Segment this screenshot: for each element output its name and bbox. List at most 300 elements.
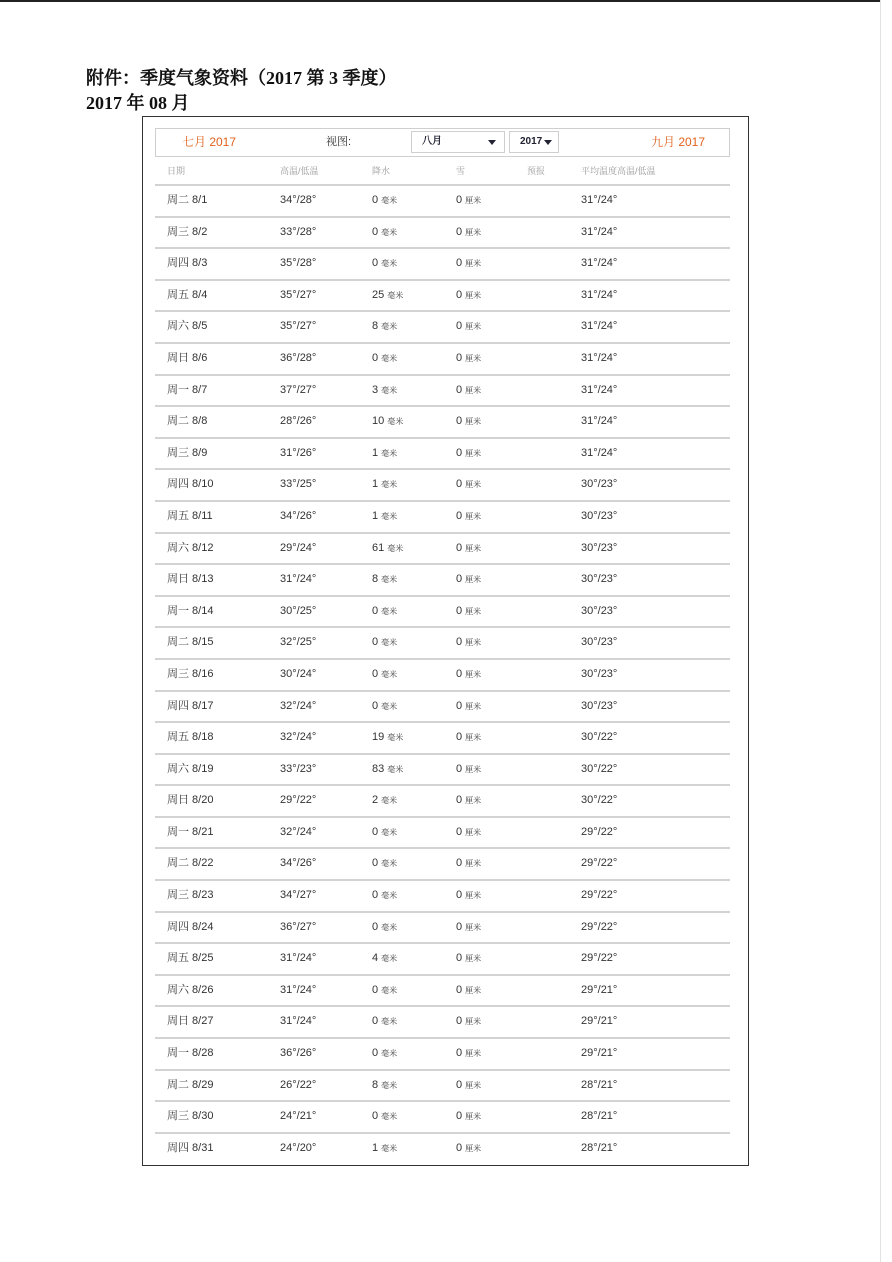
snow-value: 0 bbox=[456, 636, 463, 649]
cell-temp: 31°/24° bbox=[280, 983, 317, 996]
snow-unit: 厘米 bbox=[465, 796, 482, 806]
prev-month-link[interactable]: 七月 2017 bbox=[182, 135, 237, 149]
cell-temp: 32°/24° bbox=[280, 699, 317, 712]
precip-value: 2 bbox=[372, 794, 379, 807]
cell-precip bbox=[372, 976, 397, 1006]
precip-unit: 毫米 bbox=[381, 985, 398, 995]
cell-temp: 29°/22° bbox=[280, 794, 317, 807]
cell-date: 周五 8/25 bbox=[167, 952, 214, 965]
precip-unit: 毫米 bbox=[381, 1112, 398, 1122]
cell-temp: 34°/27° bbox=[280, 889, 317, 902]
cell-snow bbox=[456, 344, 481, 374]
cell-avg: 30°/23° bbox=[581, 667, 618, 680]
precip-value: 0 bbox=[372, 636, 379, 649]
top-rule bbox=[0, 0, 881, 2]
weather-calendar-panel bbox=[142, 116, 749, 1166]
precip-value: 0 bbox=[372, 1015, 379, 1028]
cell-date: 周四 8/24 bbox=[167, 920, 214, 933]
cell-temp: 36°/26° bbox=[280, 1047, 317, 1060]
cell-temp: 34°/28° bbox=[280, 194, 317, 206]
cell-date: 周二 8/8 bbox=[167, 415, 208, 428]
snow-unit: 厘米 bbox=[465, 701, 482, 711]
cell-date: 周六 8/12 bbox=[167, 541, 214, 554]
cell-date: 周二 8/29 bbox=[167, 1078, 214, 1091]
snow-value: 0 bbox=[456, 762, 463, 775]
column-header-avg: 平均温度高温/低温 bbox=[581, 166, 656, 176]
cell-avg: 31°/24° bbox=[581, 288, 618, 301]
cell-temp: 35°/28° bbox=[280, 257, 317, 270]
cell-snow bbox=[456, 1071, 481, 1101]
snow-value: 0 bbox=[456, 794, 463, 807]
cell-temp: 29°/24° bbox=[280, 541, 317, 554]
cell-avg: 31°/24° bbox=[581, 225, 618, 238]
cell-snow bbox=[456, 281, 481, 311]
cell-snow bbox=[456, 1134, 481, 1164]
table-row bbox=[155, 374, 730, 406]
table-row bbox=[155, 184, 730, 216]
snow-unit: 厘米 bbox=[465, 290, 482, 300]
precip-value: 1 bbox=[372, 1141, 379, 1154]
cell-temp: 30°/24° bbox=[280, 667, 317, 680]
table-body bbox=[155, 184, 730, 1163]
cell-date: 周六 8/26 bbox=[167, 983, 214, 996]
cell-date: 周二 8/15 bbox=[167, 636, 214, 649]
snow-value: 0 bbox=[456, 541, 463, 554]
precip-value: 4 bbox=[372, 952, 379, 965]
snow-value: 0 bbox=[456, 1015, 463, 1028]
precip-value: 1 bbox=[372, 446, 379, 459]
snow-value: 0 bbox=[456, 983, 463, 996]
cell-date: 周二 8/1 bbox=[167, 194, 208, 206]
snow-value: 0 bbox=[456, 1078, 463, 1091]
snow-unit: 厘米 bbox=[465, 448, 482, 458]
snow-value: 0 bbox=[456, 446, 463, 459]
cell-temp: 36°/27° bbox=[280, 920, 317, 933]
cell-avg: 29°/22° bbox=[581, 889, 618, 902]
snow-value: 0 bbox=[456, 509, 463, 522]
cell-temp: 35°/27° bbox=[280, 320, 317, 333]
precip-value: 61 bbox=[372, 541, 385, 554]
cell-date: 周六 8/5 bbox=[167, 320, 208, 333]
table-row bbox=[155, 532, 730, 564]
cell-snow bbox=[456, 944, 481, 974]
precip-value: 0 bbox=[372, 699, 379, 712]
snow-unit: 厘米 bbox=[465, 1049, 482, 1059]
snow-unit: 厘米 bbox=[465, 891, 482, 901]
year-select-value: 2017 bbox=[520, 136, 543, 147]
snow-unit: 厘米 bbox=[465, 196, 482, 205]
cell-avg: 31°/24° bbox=[581, 351, 618, 364]
table-header-row bbox=[155, 163, 730, 179]
cell-precip bbox=[372, 1071, 397, 1101]
table-row bbox=[155, 847, 730, 879]
cell-snow bbox=[456, 470, 481, 500]
precip-unit: 毫米 bbox=[381, 322, 398, 332]
precip-value: 0 bbox=[372, 257, 379, 270]
cell-snow bbox=[456, 407, 481, 437]
cell-snow bbox=[456, 723, 481, 753]
cell-date: 周三 8/23 bbox=[167, 889, 214, 902]
cell-temp: 33°/25° bbox=[280, 478, 317, 491]
snow-unit: 厘米 bbox=[465, 733, 482, 743]
cell-snow bbox=[456, 849, 481, 879]
cell-snow bbox=[456, 1039, 481, 1069]
precip-unit: 毫米 bbox=[387, 290, 404, 300]
cell-precip bbox=[372, 218, 397, 248]
precip-value: 0 bbox=[372, 194, 379, 206]
cell-avg: 30°/23° bbox=[581, 604, 618, 617]
cell-avg: 29°/21° bbox=[581, 983, 618, 996]
cell-avg: 29°/22° bbox=[581, 825, 618, 838]
table-row bbox=[155, 784, 730, 816]
snow-value: 0 bbox=[456, 383, 463, 396]
cell-temp: 34°/26° bbox=[280, 857, 317, 870]
cell-snow bbox=[456, 312, 481, 342]
cell-precip bbox=[372, 944, 397, 974]
cell-snow bbox=[456, 249, 481, 279]
cell-snow bbox=[456, 881, 481, 911]
cell-temp: 31°/24° bbox=[280, 1015, 317, 1028]
precip-value: 0 bbox=[372, 983, 379, 996]
cell-temp: 31°/26° bbox=[280, 446, 317, 459]
snow-unit: 厘米 bbox=[465, 1143, 482, 1153]
precip-unit: 毫米 bbox=[381, 922, 398, 932]
cell-snow bbox=[456, 186, 481, 216]
cell-precip bbox=[372, 881, 397, 911]
snow-unit: 厘米 bbox=[465, 638, 482, 648]
cell-avg: 30°/22° bbox=[581, 762, 618, 775]
cell-precip bbox=[372, 660, 397, 690]
snow-unit: 厘米 bbox=[465, 606, 482, 616]
cell-precip bbox=[372, 1039, 397, 1069]
precip-unit: 毫米 bbox=[381, 796, 398, 806]
cell-date: 周四 8/3 bbox=[167, 257, 208, 270]
column-header-temp: 高温/低温 bbox=[280, 166, 319, 176]
table-row bbox=[155, 1069, 730, 1101]
snow-value: 0 bbox=[456, 920, 463, 933]
table-row bbox=[155, 942, 730, 974]
cell-precip bbox=[372, 1007, 397, 1037]
precip-unit: 毫米 bbox=[381, 1143, 398, 1153]
precip-value: 0 bbox=[372, 920, 379, 933]
year-select[interactable] bbox=[509, 131, 559, 153]
cell-date: 周三 8/9 bbox=[167, 446, 208, 459]
cell-snow bbox=[456, 1102, 481, 1132]
snow-value: 0 bbox=[456, 1141, 463, 1154]
snow-value: 0 bbox=[456, 604, 463, 617]
snow-value: 0 bbox=[456, 478, 463, 491]
precip-value: 0 bbox=[372, 889, 379, 902]
table-row bbox=[155, 216, 730, 248]
precip-unit: 毫米 bbox=[381, 353, 398, 363]
precip-unit: 毫米 bbox=[381, 669, 398, 679]
table-row bbox=[155, 879, 730, 911]
precip-unit: 毫米 bbox=[381, 575, 398, 585]
table-row bbox=[155, 721, 730, 753]
precip-unit: 毫米 bbox=[381, 827, 398, 837]
table-row bbox=[155, 342, 730, 374]
table-row bbox=[155, 690, 730, 722]
precip-value: 83 bbox=[372, 762, 385, 775]
precip-value: 0 bbox=[372, 351, 379, 364]
cell-snow bbox=[456, 597, 481, 627]
precip-value: 1 bbox=[372, 509, 379, 522]
month-select[interactable] bbox=[411, 131, 505, 153]
table-row bbox=[155, 1100, 730, 1132]
snow-unit: 厘米 bbox=[465, 322, 482, 332]
cell-snow bbox=[456, 692, 481, 722]
cell-temp: 31°/24° bbox=[280, 573, 317, 586]
precip-value: 10 bbox=[372, 415, 385, 428]
cell-snow bbox=[456, 628, 481, 658]
table-row bbox=[155, 1037, 730, 1069]
cell-date: 周一 8/7 bbox=[167, 383, 208, 396]
cell-snow bbox=[456, 913, 481, 943]
snow-unit: 厘米 bbox=[465, 922, 482, 932]
precip-unit: 毫米 bbox=[381, 511, 398, 521]
cell-temp: 24°/20° bbox=[280, 1141, 317, 1154]
snow-unit: 厘米 bbox=[465, 227, 482, 237]
snow-value: 0 bbox=[456, 857, 463, 870]
cell-precip bbox=[372, 407, 403, 437]
table-row bbox=[155, 595, 730, 627]
cell-snow bbox=[456, 376, 481, 406]
cell-temp: 24°/21° bbox=[280, 1110, 317, 1123]
snow-unit: 厘米 bbox=[465, 1112, 482, 1122]
table-row bbox=[155, 563, 730, 595]
cell-temp: 32°/24° bbox=[280, 825, 317, 838]
cell-precip bbox=[372, 755, 403, 785]
snow-unit: 厘米 bbox=[465, 827, 482, 837]
precip-unit: 毫米 bbox=[381, 891, 398, 901]
cell-avg: 29°/21° bbox=[581, 1015, 618, 1028]
precip-unit: 毫米 bbox=[381, 448, 398, 458]
precip-unit: 毫米 bbox=[381, 701, 398, 711]
table-row bbox=[155, 626, 730, 658]
precip-unit: 毫米 bbox=[381, 859, 398, 869]
snow-value: 0 bbox=[456, 731, 463, 744]
cell-snow bbox=[456, 786, 481, 816]
cell-avg: 31°/24° bbox=[581, 194, 618, 206]
month-select-value: 八月 bbox=[422, 136, 442, 147]
precip-unit: 毫米 bbox=[381, 606, 398, 616]
precip-value: 0 bbox=[372, 825, 379, 838]
cell-date: 周三 8/16 bbox=[167, 667, 214, 680]
cell-avg: 30°/22° bbox=[581, 731, 618, 744]
cell-precip bbox=[372, 723, 403, 753]
cell-precip bbox=[372, 818, 397, 848]
snow-unit: 厘米 bbox=[465, 1080, 482, 1090]
cell-precip bbox=[372, 786, 397, 816]
cell-snow bbox=[456, 218, 481, 248]
cell-date: 周四 8/10 bbox=[167, 478, 214, 491]
precip-unit: 毫米 bbox=[387, 543, 404, 553]
table-row bbox=[155, 437, 730, 469]
column-header-forecast: 预报 bbox=[527, 166, 546, 176]
cell-precip bbox=[372, 439, 397, 469]
cell-date: 周日 8/13 bbox=[167, 573, 214, 586]
precip-unit: 毫米 bbox=[381, 480, 398, 490]
cell-snow bbox=[456, 660, 481, 690]
cell-temp: 36°/28° bbox=[280, 351, 317, 364]
cell-avg: 29°/22° bbox=[581, 952, 618, 965]
cell-precip bbox=[372, 628, 397, 658]
cell-temp: 26°/22° bbox=[280, 1078, 317, 1091]
cell-date: 周四 8/17 bbox=[167, 699, 214, 712]
cell-precip bbox=[372, 281, 403, 311]
month-navigation-bar bbox=[155, 128, 730, 157]
cell-snow bbox=[456, 502, 481, 532]
snow-unit: 厘米 bbox=[465, 385, 482, 395]
snow-unit: 厘米 bbox=[465, 669, 482, 679]
cell-snow bbox=[456, 565, 481, 595]
precip-value: 1 bbox=[372, 478, 379, 491]
precip-unit: 毫米 bbox=[381, 638, 398, 648]
precip-value: 8 bbox=[372, 573, 379, 586]
table-row bbox=[155, 468, 730, 500]
precip-value: 0 bbox=[372, 857, 379, 870]
cell-precip bbox=[372, 1134, 397, 1164]
cell-snow bbox=[456, 439, 481, 469]
snow-value: 0 bbox=[456, 194, 463, 206]
precip-unit: 毫米 bbox=[381, 954, 398, 964]
view-label: 视图: bbox=[326, 136, 352, 148]
cell-avg: 30°/23° bbox=[581, 509, 618, 522]
snow-unit: 厘米 bbox=[465, 575, 482, 585]
right-margin-rule bbox=[880, 0, 881, 1262]
table-row bbox=[155, 658, 730, 690]
snow-unit: 厘米 bbox=[465, 353, 482, 363]
snow-value: 0 bbox=[456, 225, 463, 238]
precip-value: 0 bbox=[372, 667, 379, 680]
cell-avg: 30°/23° bbox=[581, 573, 618, 586]
snow-value: 0 bbox=[456, 1047, 463, 1060]
precip-value: 0 bbox=[372, 1047, 379, 1060]
cell-date: 周五 8/18 bbox=[167, 731, 214, 744]
table-row bbox=[155, 279, 730, 311]
table-row bbox=[155, 816, 730, 848]
cell-date: 周日 8/27 bbox=[167, 1015, 214, 1028]
cell-date: 周日 8/20 bbox=[167, 794, 214, 807]
precip-value: 0 bbox=[372, 1110, 379, 1123]
snow-value: 0 bbox=[456, 1110, 463, 1123]
snow-value: 0 bbox=[456, 288, 463, 301]
cell-temp: 32°/24° bbox=[280, 731, 317, 744]
cell-date: 周二 8/22 bbox=[167, 857, 214, 870]
snow-value: 0 bbox=[456, 257, 463, 270]
cell-temp: 37°/27° bbox=[280, 383, 317, 396]
snow-unit: 厘米 bbox=[465, 859, 482, 869]
precip-value: 19 bbox=[372, 731, 385, 744]
snow-unit: 厘米 bbox=[465, 417, 482, 427]
precip-unit: 毫米 bbox=[381, 1017, 398, 1027]
column-header-snow: 雪 bbox=[456, 166, 466, 176]
table-row bbox=[155, 1005, 730, 1037]
precip-value: 8 bbox=[372, 320, 379, 333]
cell-date: 周一 8/28 bbox=[167, 1047, 214, 1060]
cell-avg: 28°/21° bbox=[581, 1110, 618, 1123]
snow-value: 0 bbox=[456, 415, 463, 428]
cell-date: 周五 8/11 bbox=[167, 509, 213, 522]
cell-precip bbox=[372, 249, 397, 279]
precip-unit: 毫米 bbox=[381, 1080, 398, 1090]
snow-unit: 厘米 bbox=[465, 985, 482, 995]
table-row bbox=[155, 405, 730, 437]
document-heading: 附件：季度气象资料（2017 第 3 季度） bbox=[86, 68, 397, 88]
cell-precip bbox=[372, 849, 397, 879]
snow-value: 0 bbox=[456, 573, 463, 586]
cell-avg: 30°/23° bbox=[581, 541, 618, 554]
snow-value: 0 bbox=[456, 889, 463, 902]
table-row bbox=[155, 1132, 730, 1164]
precip-value: 3 bbox=[372, 383, 379, 396]
cell-avg: 31°/24° bbox=[581, 446, 618, 459]
snow-unit: 厘米 bbox=[465, 764, 482, 774]
precip-unit: 毫米 bbox=[387, 417, 404, 427]
precip-unit: 毫米 bbox=[381, 385, 398, 395]
cell-precip bbox=[372, 344, 397, 374]
cell-temp: 34°/26° bbox=[280, 509, 317, 522]
snow-value: 0 bbox=[456, 667, 463, 680]
cell-precip bbox=[372, 1102, 397, 1132]
cell-temp: 30°/25° bbox=[280, 604, 317, 617]
column-header-date: 日期 bbox=[167, 166, 186, 176]
cell-date: 周四 8/31 bbox=[167, 1141, 214, 1154]
cell-avg: 30°/22° bbox=[581, 794, 618, 807]
cell-precip bbox=[372, 597, 397, 627]
cell-avg: 30°/23° bbox=[581, 636, 618, 649]
cell-temp: 33°/28° bbox=[280, 225, 317, 238]
cell-date: 周日 8/6 bbox=[167, 351, 208, 364]
cell-temp: 35°/27° bbox=[280, 288, 317, 301]
cell-temp: 33°/23° bbox=[280, 762, 317, 775]
cell-snow bbox=[456, 976, 481, 1006]
chevron-down-icon bbox=[544, 140, 552, 145]
cell-precip bbox=[372, 186, 397, 216]
cell-avg: 29°/22° bbox=[581, 857, 618, 870]
cell-avg: 28°/21° bbox=[581, 1141, 618, 1154]
cell-date: 周三 8/2 bbox=[167, 225, 208, 238]
cell-temp: 28°/26° bbox=[280, 415, 317, 428]
cell-avg: 28°/21° bbox=[581, 1078, 618, 1091]
table-row bbox=[155, 911, 730, 943]
table-row bbox=[155, 247, 730, 279]
cell-precip bbox=[372, 470, 397, 500]
snow-unit: 厘米 bbox=[465, 480, 482, 490]
snow-unit: 厘米 bbox=[465, 1017, 482, 1027]
snow-value: 0 bbox=[456, 699, 463, 712]
cell-snow bbox=[456, 818, 481, 848]
cell-avg: 29°/21° bbox=[581, 1047, 618, 1060]
cell-temp: 31°/24° bbox=[280, 952, 317, 965]
snow-unit: 厘米 bbox=[465, 511, 482, 521]
snow-value: 0 bbox=[456, 825, 463, 838]
cell-avg: 30°/23° bbox=[581, 478, 618, 491]
precip-unit: 毫米 bbox=[381, 227, 398, 237]
precip-value: 8 bbox=[372, 1078, 379, 1091]
precip-value: 25 bbox=[372, 288, 385, 301]
snow-unit: 厘米 bbox=[465, 259, 482, 269]
precip-unit: 毫米 bbox=[381, 259, 398, 269]
next-month-link[interactable]: 九月 2017 bbox=[651, 135, 706, 149]
cell-avg: 31°/24° bbox=[581, 383, 618, 396]
cell-snow bbox=[456, 1007, 481, 1037]
table-row bbox=[155, 310, 730, 342]
table-row bbox=[155, 753, 730, 785]
precip-unit: 毫米 bbox=[381, 1049, 398, 1059]
snow-unit: 厘米 bbox=[465, 543, 482, 553]
cell-temp: 32°/25° bbox=[280, 636, 317, 649]
